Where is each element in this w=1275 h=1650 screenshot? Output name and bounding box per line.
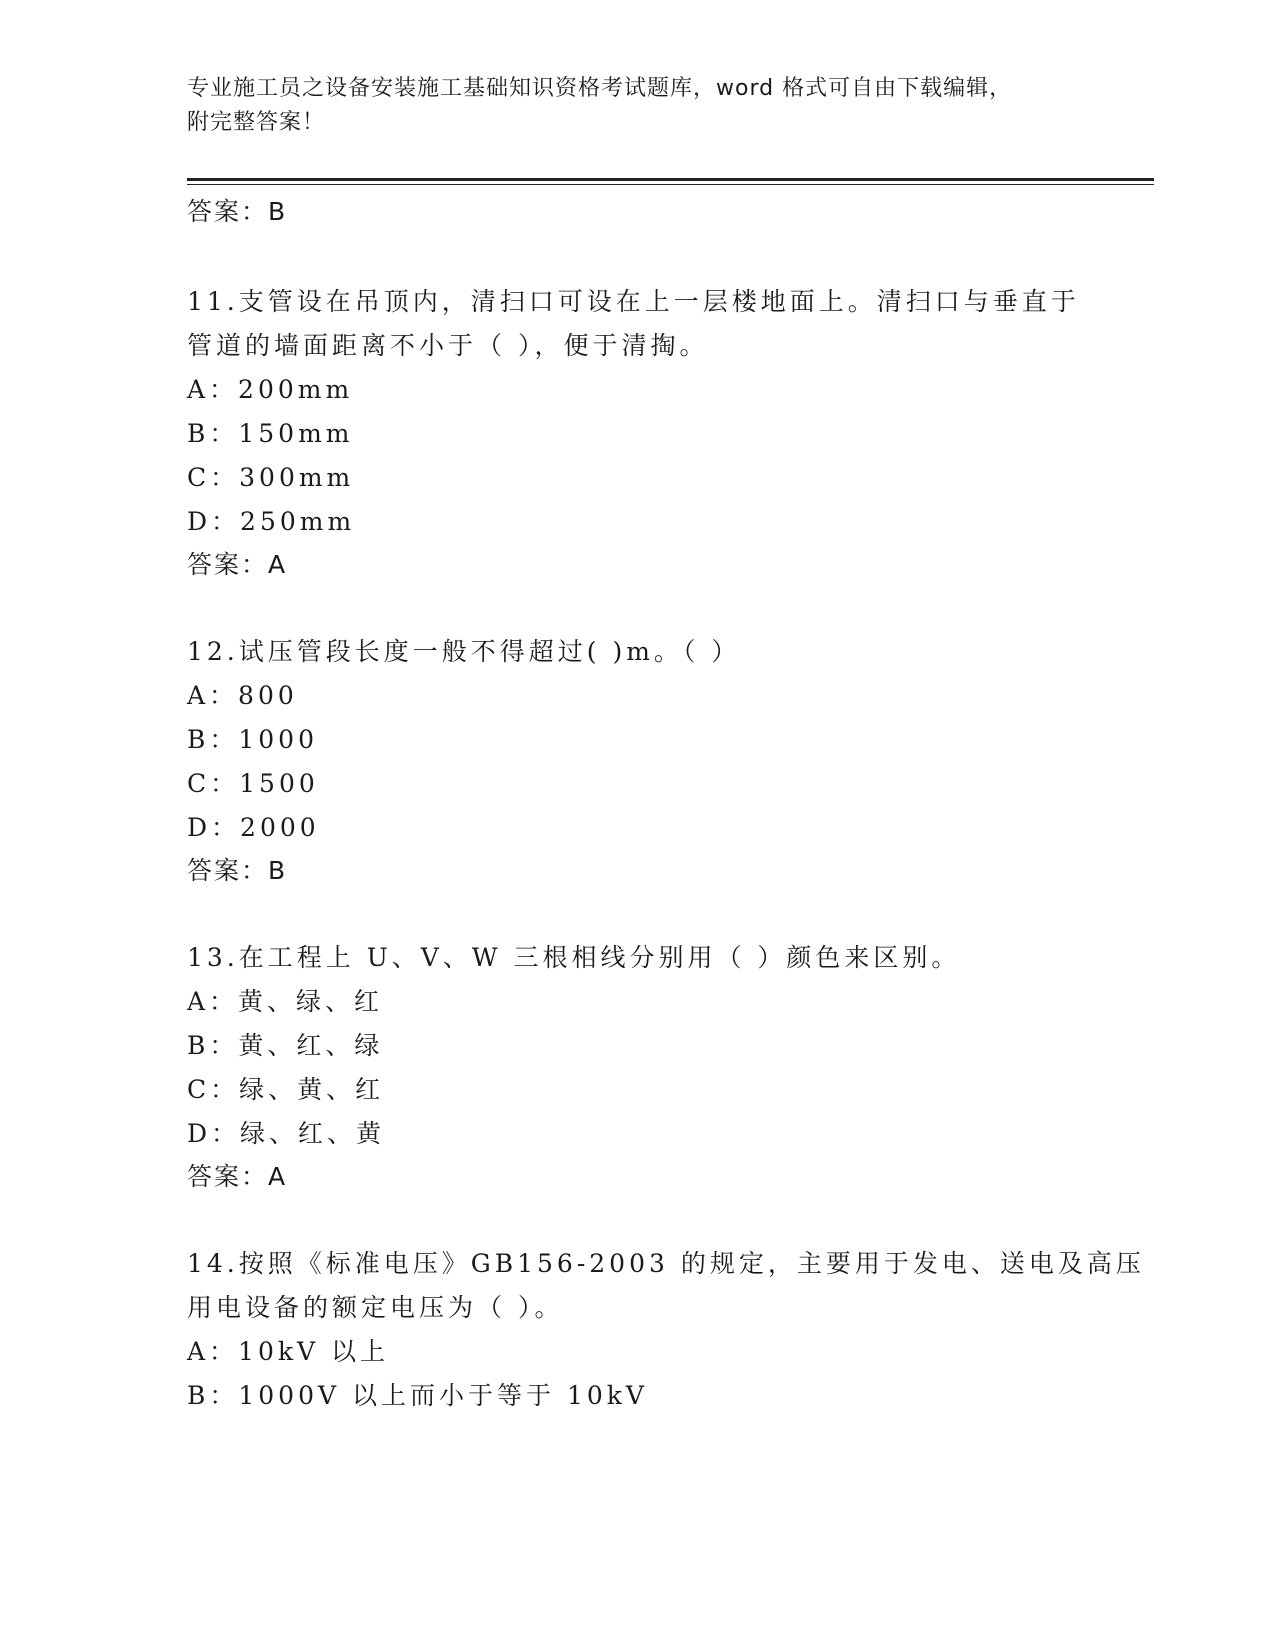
question-13-option-c: C：绿、黄、红 (187, 1075, 385, 1104)
question-12-option-b: B：1000 (187, 725, 318, 754)
header-divider-thick (187, 178, 1154, 181)
question-12-option-a: A：800 (187, 681, 298, 710)
question-14-option-b: B：1000V 以上而小于等于 10kV (187, 1381, 648, 1410)
question-14-text-line-1: 14.按照《标准电压》GB156-2003 的规定，主要用于发电、送电及高压 (187, 1249, 1145, 1278)
answer-q13: 答案：A (187, 1162, 288, 1191)
question-14-option-a: A：10kV 以上 (187, 1337, 390, 1366)
header-line-2: 附完整答案！ (187, 110, 326, 135)
question-12-option-c: C：1500 (187, 769, 319, 798)
question-14-text-line-2: 用电设备的额定电压为（ ）。 (187, 1293, 564, 1322)
question-11-option-d: D：250mm (187, 507, 356, 536)
question-11-option-a: A：200mm (187, 375, 354, 404)
document-header (187, 72, 1087, 140)
question-12-text-line-1: 12.试压管段长度一般不得超过( )m。（ ） (187, 637, 741, 666)
question-11-text-line-2: 管道的墙面距离不小于（ ），便于清掏。 (187, 331, 709, 360)
question-13-option-d: D：绿、红、黄 (187, 1119, 386, 1148)
answer-q10: 答案：B (187, 197, 288, 226)
question-11-text-line-1: 11.支管设在吊顶内，清扫口可设在上一层楼地面上。清扫口与垂直于 (187, 287, 1080, 316)
header-divider-thin (187, 184, 1154, 185)
question-13-text-line-1: 13.在工程上 U、V、W 三根相线分别用（ ）颜色来区别。 (187, 943, 961, 972)
question-11-option-c: C：300mm (187, 463, 355, 492)
header-line-1: 专业施工员之设备安装施工基础知识资格考试题库，word 格式可自由下载编辑， (187, 76, 1013, 101)
question-13-option-b: B：黄、红、绿 (187, 1031, 384, 1060)
answer-q12: 答案：B (187, 856, 288, 885)
question-12-option-d: D：2000 (187, 813, 320, 842)
question-13-option-a: A：黄、绿、红 (187, 987, 384, 1016)
answer-q11: 答案：A (187, 550, 288, 579)
question-11-option-b: B：150mm (187, 419, 354, 448)
